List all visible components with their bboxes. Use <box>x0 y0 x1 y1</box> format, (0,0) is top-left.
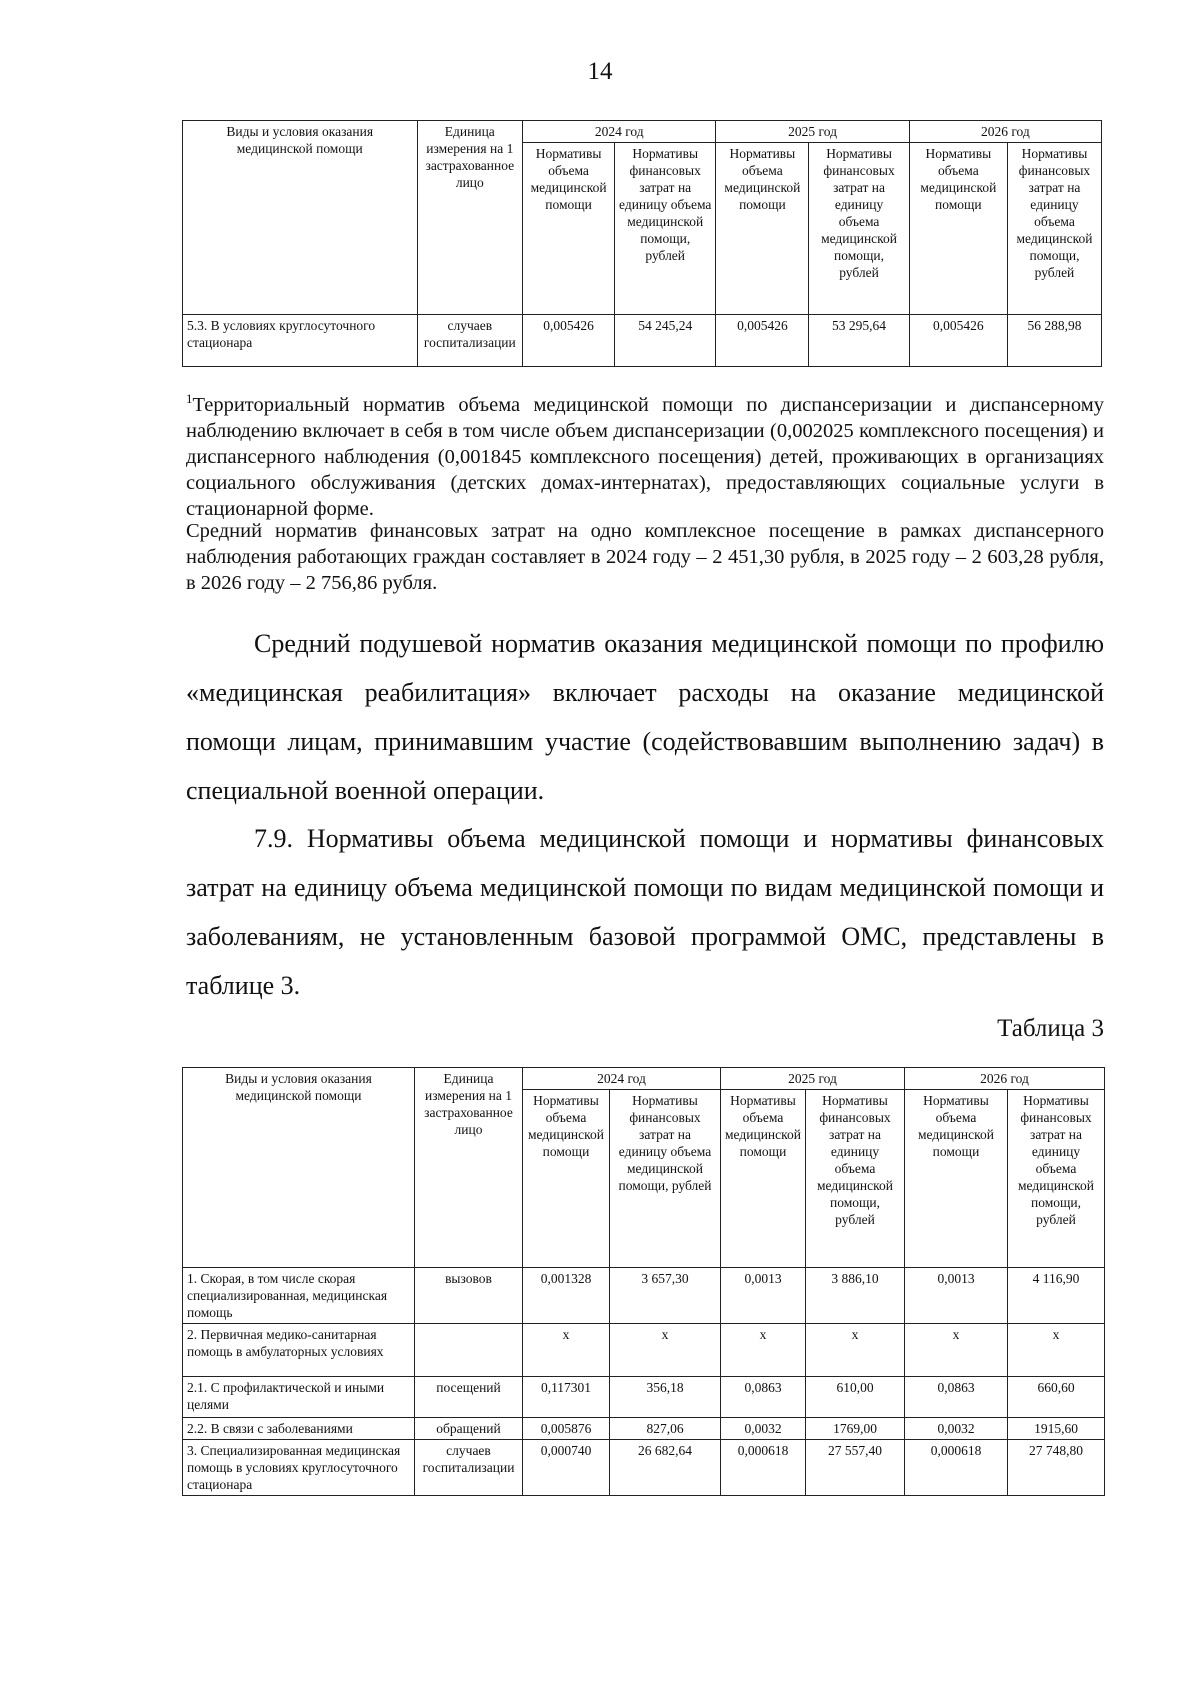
t3-header-cost-2026: Нормативы финансовых затрат на единицу объема медицинской помощи, рублей <box>1008 1090 1105 1268</box>
row-volume-2025: 0,005426 <box>716 315 809 367</box>
row-cost-2025: 53 295,64 <box>809 315 909 367</box>
row-kind: 2. Первичная медико-санитарная помощь в амбулаторных условиях <box>183 1324 415 1377</box>
header-volume-2025: Нормативы объема медицинской помощи <box>716 143 809 315</box>
row-cost-2024: 26 682,64 <box>610 1440 721 1496</box>
row-volume-2025: x <box>721 1324 806 1377</box>
footnote-text-1: Территориальный норматив объема медицинской помощи по диспансеризации и диспансерному наблюдению включает в себя в том числе объем диспансеризации (0,002025 комплексного посещения) и диспансерного наблюдения (0,001845 комплексного посещения) детей, проживающих в организациях социального обслуживания (детских домах-интернатах), предоставляющих социальные услуги в стационарной форме. <box>186 394 1104 520</box>
row-cost-2024: 827,06 <box>610 1418 721 1440</box>
header-year-2025: 2025 год <box>716 121 909 143</box>
header-year-2024: 2024 год <box>523 121 716 143</box>
row-cost-2025: x <box>806 1324 905 1377</box>
row-volume-2024: x <box>523 1324 610 1377</box>
row-volume-2024: 0,001328 <box>523 1268 610 1324</box>
t3-header-volume-2025: Нормативы объема медицинской помощи <box>721 1090 806 1268</box>
t3-header-volume-2024: Нормативы объема медицинской помощи <box>523 1090 610 1268</box>
t3-header-kind: Виды и условия оказания медицинской помощи <box>183 1068 415 1268</box>
row-cost-2025: 27 557,40 <box>806 1440 905 1496</box>
row-unit: случаев госпитализации <box>415 1440 523 1496</box>
body-paragraph-1 <box>186 619 1104 815</box>
row-volume-2024: 0,005426 <box>523 315 615 367</box>
row-unit: обращений <box>415 1418 523 1440</box>
row-unit <box>415 1324 523 1377</box>
row-cost-2025: 3 886,10 <box>806 1268 905 1324</box>
t3-header-year-2026: 2026 год <box>905 1068 1105 1090</box>
header-cost-2024: Нормативы финансовых затрат на единицу объема медицинской помощи, рублей <box>615 143 716 315</box>
table-row <box>183 1268 1105 1324</box>
row-volume-2024: 0,005876 <box>523 1418 610 1440</box>
table-caption: Таблица 3 <box>997 1015 1104 1042</box>
header-kind: Виды и условия оказания медицинской помощи <box>183 121 418 315</box>
row-volume-2024: 0,117301 <box>523 1377 610 1418</box>
row-volume-2024: 0,000740 <box>523 1440 610 1496</box>
t3-header-volume-2026: Нормативы объема медицинской помощи <box>905 1090 1008 1268</box>
row-cost-2025: 1769,00 <box>806 1418 905 1440</box>
page-number: 14 <box>587 58 613 85</box>
row-volume-2025: 0,0013 <box>721 1268 806 1324</box>
t3-header-unit: Единица измерения на 1 застрахованное лицо <box>415 1068 523 1268</box>
row-cost-2026: 56 288,98 <box>1007 315 1101 367</box>
body-text-1: Средний подушевой норматив оказания медицинской помощи по профилю «медицинская реабилитация» включает расходы на оказание медицинской помощи лицам, принимавшим участие (содействовавшим выполнению задач) в специальной военной операции. <box>186 629 1104 805</box>
row-cost-2026: x <box>1008 1324 1105 1377</box>
row-kind: 1. Скорая, в том числе скорая специализированная, медицинская помощь <box>183 1268 415 1324</box>
row-unit: вызовов <box>415 1268 523 1324</box>
row-cost-2026: 1915,60 <box>1008 1418 1105 1440</box>
continued-table <box>182 120 1102 367</box>
row-volume-2026: 0,000618 <box>905 1440 1008 1496</box>
t3-header-cost-2024: Нормативы финансовых затрат на единицу объема медицинской помощи, рублей <box>610 1090 721 1268</box>
table-3 <box>182 1067 1105 1496</box>
row-unit: случаев госпитализации <box>417 315 523 367</box>
row-volume-2026: 0,0013 <box>905 1268 1008 1324</box>
row-volume-2026: 0,0032 <box>905 1418 1008 1440</box>
table-row <box>183 1440 1105 1496</box>
row-volume-2025: 0,0032 <box>721 1418 806 1440</box>
body-text-2: 7.9. Нормативы объема медицинской помощи и нормативы финансовых затрат на единицу объема медицинской помощи по видам медицинской помощи и заболеваниям, не установленным базовой программой ОМС, представлены в таблице 3. <box>186 824 1104 1000</box>
row-cost-2026: 4 116,90 <box>1008 1268 1105 1324</box>
table-row <box>183 1418 1105 1440</box>
table-row <box>183 1377 1105 1418</box>
header-year-2026: 2026 год <box>909 121 1101 143</box>
row-cost-2024: x <box>610 1324 721 1377</box>
t3-header-year-2025: 2025 год <box>721 1068 905 1090</box>
footnote-2: Средний норматив финансовых затрат на одно комплексное посещение в рамках диспансерного наблюдения работающих граждан составляет в 2024 году – 2 451,30 рубля, в 2025 году – 2 603,28 рубля, в 2026 году – 2 756,86 рубля. <box>186 520 1104 594</box>
table-row <box>183 315 1102 367</box>
row-volume-2026: 0,005426 <box>909 315 1007 367</box>
row-volume-2026: x <box>905 1324 1008 1377</box>
header-volume-2024: Нормативы объема медицинской помощи <box>523 143 615 315</box>
row-volume-2025: 0,0863 <box>721 1377 806 1418</box>
t3-header-year-2024: 2024 год <box>523 1068 721 1090</box>
t3-header-cost-2025: Нормативы финансовых затрат на единицу объема медицинской помощи, рублей <box>806 1090 905 1268</box>
row-cost-2026: 27 748,80 <box>1008 1440 1105 1496</box>
row-kind: 3. Специализированная медицинская помощь в условиях круглосуточного стационара <box>183 1440 415 1496</box>
row-cost-2025: 610,00 <box>806 1377 905 1418</box>
row-cost-2024: 54 245,24 <box>615 315 716 367</box>
header-volume-2026: Нормативы объема медицинской помощи <box>909 143 1007 315</box>
row-volume-2025: 0,000618 <box>721 1440 806 1496</box>
table-row <box>183 1324 1105 1377</box>
header-unit: Единица измерения на 1 застрахованное лицо <box>417 121 523 315</box>
footnote-1 <box>186 386 1104 522</box>
row-cost-2026: 660,60 <box>1008 1377 1105 1418</box>
header-cost-2025: Нормативы финансовых затрат на единицу объема медицинской помощи, рублей <box>809 143 909 315</box>
row-cost-2024: 3 657,30 <box>610 1268 721 1324</box>
row-kind: 2.2. В связи с заболеваниями <box>183 1418 415 1440</box>
row-volume-2026: 0,0863 <box>905 1377 1008 1418</box>
row-unit: посещений <box>415 1377 523 1418</box>
row-cost-2024: 356,18 <box>610 1377 721 1418</box>
header-cost-2026: Нормативы финансовых затрат на единицу объема медицинской помощи, рублей <box>1007 143 1101 315</box>
footnote-mark: 1 <box>186 391 193 406</box>
row-kind: 2.1. С профилактической и иными целями <box>183 1377 415 1418</box>
body-paragraph-2 <box>186 814 1104 1010</box>
row-kind: 5.3. В условиях круглосуточного стационара <box>183 315 418 367</box>
